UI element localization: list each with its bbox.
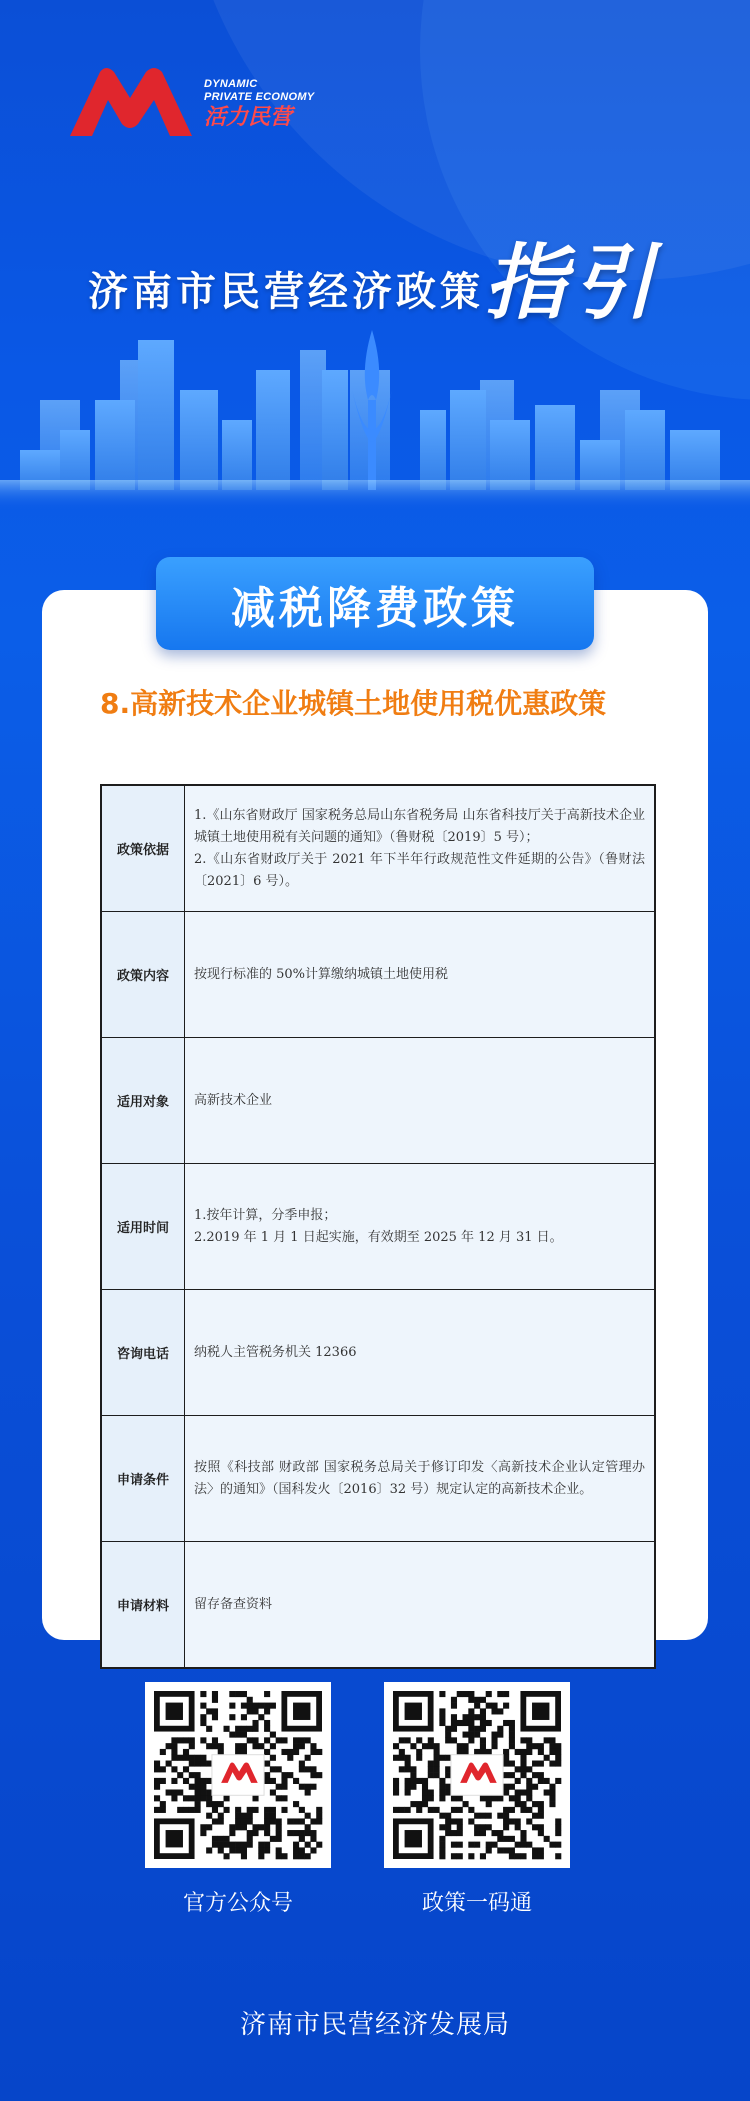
row-key: 政策依据 [101, 785, 185, 912]
section-badge [156, 557, 594, 650]
footer-org: 济南市民营经济发展局 [239, 2010, 510, 2040]
section-badge-label: 减税降费政策 [231, 582, 519, 634]
page-title-big: 指引 [484, 235, 660, 331]
row-value [185, 1164, 656, 1290]
table-row [101, 1542, 655, 1669]
row-value [185, 1416, 656, 1542]
row-value-line: 2.《山东省财政厅关于 2021 年下半年行政规范性文件延期的公告》（鲁财法〔2021〕6 号）。 [194, 851, 645, 889]
row-value-line: 按现行标准的 50%计算缴纳城镇土地使用税 [194, 966, 449, 982]
row-value-line: 1.《山东省财政厅 国家税务总局山东省税务局 山东省科技厅关于高新技术企业城镇土地使用税有关问题的通知》（鲁财税〔2019〕5 号）； [194, 807, 645, 845]
logo-line2: PRIVATE ECONOMY [204, 91, 315, 103]
policy-table [100, 784, 656, 1669]
row-value-line: 1.按年计算，分季申报； [194, 1207, 337, 1223]
row-value [185, 1542, 656, 1669]
table-row [101, 1164, 655, 1290]
row-key: 申请条件 [101, 1416, 185, 1542]
row-value [185, 1290, 656, 1416]
row-key: 适用对象 [101, 1038, 185, 1164]
logo-mark-icon [66, 62, 196, 142]
qr-code-policy-code[interactable] [384, 1682, 570, 1868]
row-value-line: 高新技术企业 [194, 1092, 273, 1108]
page-title-main: 济南市民营经济政策 [88, 268, 484, 315]
table-row [101, 1290, 655, 1416]
row-key: 适用时间 [101, 1164, 185, 1290]
qr-label-policy-code: 政策一码通 [421, 1891, 532, 1916]
row-value [185, 1038, 656, 1164]
policy-title: 8.高新技术企业城镇土地使用税优惠政策 [100, 687, 607, 720]
page-title [88, 225, 660, 335]
row-key: 政策内容 [101, 912, 185, 1038]
row-value [185, 785, 656, 912]
row-value-line: 纳税人主管税务机关 12366 [194, 1344, 357, 1360]
table-row [101, 912, 655, 1038]
logo [66, 62, 326, 142]
row-key: 申请材料 [101, 1542, 185, 1669]
logo-cn: 活力民营 [204, 104, 293, 129]
table-row [101, 785, 655, 912]
qr-label-official-account: 官方公众号 [182, 1891, 293, 1916]
city-skyline-illustration [0, 330, 750, 510]
row-value [185, 912, 656, 1038]
row-key: 咨询电话 [101, 1290, 185, 1416]
row-value-line: 留存备查资料 [194, 1596, 273, 1612]
table-row [101, 1416, 655, 1542]
row-value-line: 按照《科技部 财政部 国家税务总局关于修订印发〈高新技术企业认定管理办法〉的通知》（国科发火〔2016〕32 号）规定认定的高新技术企业。 [194, 1459, 645, 1497]
table-row [101, 1038, 655, 1164]
qr-code-official-account[interactable] [145, 1682, 331, 1868]
logo-line1: DYNAMIC [204, 78, 258, 90]
row-value-line: 2.2019 年 1 月 1 日起实施，有效期至 2025 年 12 月 31 日。 [194, 1229, 563, 1245]
